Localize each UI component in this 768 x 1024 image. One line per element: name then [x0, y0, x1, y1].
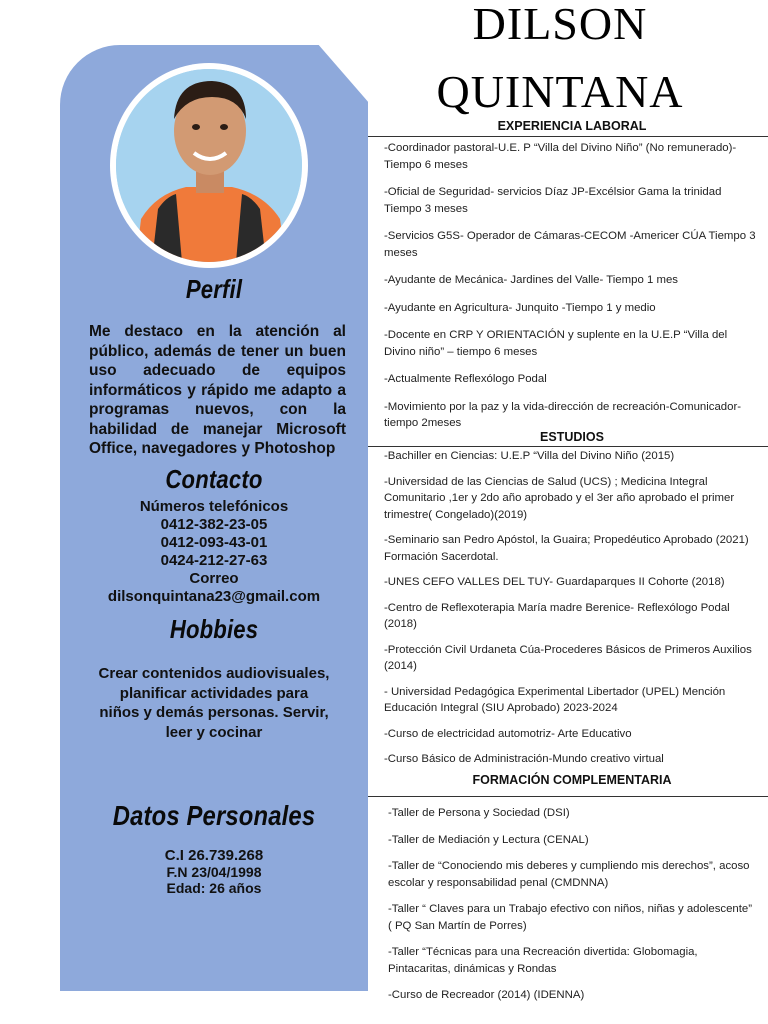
training-item: -Taller “Técnicas para una Recreación divertida: Globomagia, Pintacaritas, dinámicas y Rondas — [388, 946, 698, 975]
experience-item: -Oficial de Seguridad- servicios Díaz JP-Excélsior Gama la trinidad Tiempo 3 meses — [384, 186, 722, 215]
contact-heading: Contacto — [165, 464, 263, 494]
experience-divider — [368, 136, 768, 137]
training-heading: FORMACIÓN COMPLEMENTARIA — [472, 773, 672, 787]
name-last: QUINTANA — [436, 66, 684, 117]
hobbies-line-1: Crear contenidos audiovisuales, — [98, 665, 330, 682]
contact-phones-label: Números telefónicos — [139, 498, 289, 515]
studies-divider — [368, 446, 768, 447]
experience-item: -Ayudante en Agricultura- Junquito -Tiempo 1 y medio — [384, 301, 656, 314]
personal-data-block — [60, 848, 368, 896]
study-item: -Centro de Reflexoterapia María madre Berenice- Reflexólogo Podal (2018) — [384, 601, 730, 630]
contact-email-label: Correo — [189, 570, 239, 587]
contact-phone-2: 0412-093-43-01 — [160, 534, 268, 551]
experience-item: -Servicios G5S- Operador de Cámaras-CECOM -Americer CÚA Tiempo 3 meses — [384, 230, 756, 259]
training-item: -Taller “ Claves para un Trabajo efectivo con niños, niñas y adolescente” ( PQ San Martín de Porres) — [388, 903, 753, 932]
study-item: -Curso Básico de Administración-Mundo creativo virtual — [384, 753, 664, 765]
name-first: DILSON — [472, 0, 648, 49]
experience-item: -Docente en CRP Y ORIENTACIÓN y suplente en la U.E.P “Villa del Divino niño” – tiempo 6 meses — [384, 329, 728, 358]
personal-data-heading: Datos Personales — [112, 800, 316, 831]
training-item: -Taller de Mediación y Lectura (CENAL) — [388, 833, 589, 846]
experience-item: -Actualmente Reflexólogo Podal — [384, 373, 547, 385]
training-item: -Taller de “Conociendo mis deberes y cumpliendo mis derechos”, acoso escolar y responsabilidad penal (CMDNNA) — [388, 860, 750, 889]
hobbies-line-4: leer y cocinar — [165, 723, 263, 741]
contact-phone-1: 0412-382-23-05 — [160, 516, 268, 533]
experience-heading: EXPERIENCIA LABORAL — [497, 119, 647, 133]
training-divider — [368, 796, 768, 797]
hobbies-block — [60, 664, 368, 742]
study-item: -Bachiller en Ciencias: U.E.P “Villa del Divino Niño (2015) — [384, 450, 675, 462]
study-item: -Seminario san Pedro Apóstol, la Guaira; Propedéutico Aprobado (2021) Formación Sacerdotal. — [384, 534, 749, 563]
experience-item: -Movimiento por la paz y la vida-dirección de recreación-Comunicador- tiempo 2meses — [384, 400, 742, 429]
study-item: -Protección Civil Urdaneta Cúa-Procederes Básicos de Primeros Auxilios (2014) — [384, 643, 752, 672]
hobbies-line-3: niños y demás personas. Servir, — [99, 704, 329, 721]
experience-item: -Ayudante de Mecánica- Jardines del Valle- Tiempo 1 mes — [384, 274, 678, 286]
studies-list — [384, 448, 759, 768]
profile-text: Me destaco en la atención al público, además de tener un buen uso adecuado de equipos informáticos y rápido me adapto a programas nuevos, con la habilidad de manejar Microsoft Office, navegadores y Photoshop — [89, 323, 346, 457]
contact-block — [60, 498, 368, 606]
hobbies-line-2: planificar actividades para — [119, 684, 309, 702]
profile-photo — [110, 63, 308, 268]
training-list — [388, 805, 758, 1004]
profile-heading: Perfil — [185, 274, 243, 304]
personal-age: Edad: 26 años — [166, 880, 262, 896]
study-item: -UNES CEFO VALLES DEL TUY- Guardaparques II Cohorte (2018) — [384, 576, 725, 588]
personal-id: C.I 26.739.268 — [164, 847, 264, 864]
training-item: -Taller de Persona y Sociedad (DSI) — [388, 807, 570, 819]
hobbies-heading: Hobbies — [169, 614, 259, 644]
personal-birthdate: F.N 23/04/1998 — [166, 864, 262, 880]
person-portrait-image — [116, 69, 302, 262]
experience-list — [384, 140, 759, 443]
contact-phone-3: 0424-212-27-63 — [160, 552, 268, 569]
training-item: -Curso de Recreador (2014) (IDENNA) — [388, 989, 585, 1001]
experience-item: -Coordinador pastoral-U.E. P “Villa del Divino Niño” (No remunerado)- Tiempo 6 meses — [384, 142, 737, 171]
contact-email: dilsonquintana23@gmail.com — [107, 588, 321, 605]
study-item: -Curso de electricidad automotriz- Arte Educativo — [384, 727, 632, 740]
study-item: -Universidad de las Ciencias de Salud (UCS) ; Medicina Integral Comunitario ,1er y 2do año aprobado y el 3er año aprobado el primer trimestre( Congelado)(2019) — [384, 475, 735, 521]
study-item: - Universidad Pedagógica Experimental Libertador (UPEL) Mención Educación Integral (SIU Aprobado) 2023-2024 — [384, 685, 726, 714]
studies-heading: ESTUDIOS — [540, 430, 604, 444]
